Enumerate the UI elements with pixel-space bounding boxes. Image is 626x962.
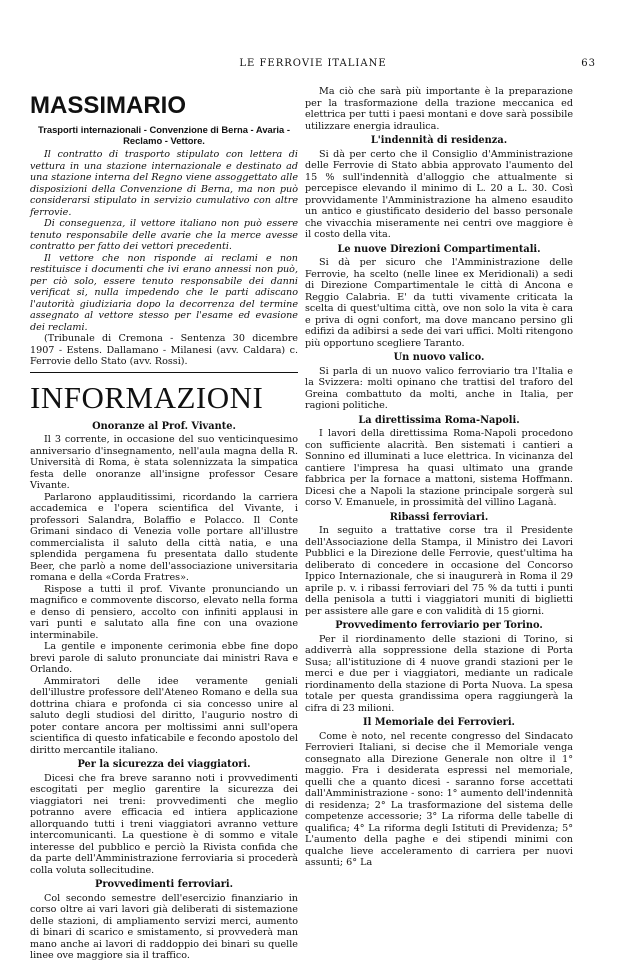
paragraph: Si dà per certo che il Consiglio d'Amministrazione delle Ferrovie di Stato abbia approvato l'aumento del 15 % sull'indennità d'alloggio che attualmente si percepisce elevando il minimo di L. 20 a L. 30. Così provvidamente l'Amministrazione ha almeno esaudito un antico e giustificato desiderio del basso personale che vivacchia miseramente nei centri ove maggiore è il costo della vita. (305, 148, 573, 240)
right-column (305, 86, 573, 869)
paragraph: Rispose a tutti il prof. Vivante pronunciando un magnifico e commovente discorso, elevato nella forma e denso di pensiero, accolto con infiniti applausi in vari punti e salutato alla fine con una ovazione interminabile. (30, 583, 298, 641)
massimario-heading: Trasporti internazionali - Convenzione di Berna - Avaria - Reclamo - Vettore. (38, 124, 290, 146)
section-heading: Un nuovo valico. (393, 352, 485, 363)
divider (30, 372, 298, 373)
paragraph: La gentile e imponente cerimonia ebbe fine dopo brevi parole di saluto pronunciate dai ministri Rava e Orlando. (30, 641, 298, 675)
section-heading: Le nuove Direzioni Compartimentali. (337, 243, 541, 255)
informazioni-title: INFORMAZIONI (30, 379, 264, 415)
section-heading: Provvedimenti ferroviari. (95, 879, 233, 890)
paragraph: I lavori della direttissima Roma-Napoli procedono con sufficiente alacrità. Ben sistemati i cantieri a Sonnino ed illuminati a luce elettrica. In vicinanza del cantiere l'impresa ha quasi ultimato una grande fabbrica per la fornace a mattoni, sistema Hoffmann. Dicesi che a Napoli la stazione principale sorgerà sul corso V. Emanuele, in prossimità del villino Laganà. (305, 428, 573, 508)
massimario-title: MASSIMARIO (30, 92, 186, 119)
massimario-paragraph: Il contratto di trasporto stipulato con lettera di vettura in una stazione internazionale e destinato ad una stazione interna del Regno viene assoggettato alle disposizioni della Convenzione di Berna, ma non può considerarsi stipulato in servizio cumulativo con altre ferrovie. (30, 149, 298, 218)
paragraph: Il 3 corrente, in occasione del suo venticinquesimo anniversario d'insegnamento, nell'aula magna della R. Università di Roma, è stata solennizzata la simpatica festa delle onoranze all'insigne professor Cesare Vivante. (30, 434, 298, 491)
section-heading: L'indennità di residenza. (370, 135, 508, 146)
paragraph: Parlarono applauditissimi, ricordando la carriera accademica e l'opera scientifica del Vivante, i professori Salandra, Bolaffio e Polacco. Il Conte Grimani sindaco di Venezia volle portare all'illustre commercialista il saluto della città natia, e una splendida pergamena fu presentata dallo studente Beer, che parlò a nome dell'associazione universitaria romana e della «Corda Fratres». (30, 491, 298, 583)
paragraph: Si parla di un nuovo valico ferroviario tra l'Italia e la Svizzera: molti opinano che trattisi del traforo del Greina combattuto da molti, anche in Italia, per ragioni politiche. (305, 365, 573, 411)
journal-title: LE FERROVIE ITALIANE (239, 58, 387, 69)
paragraph: Per il riordinamento delle stazioni di Torino, si addiverrà alla soppressione della stazione di Porta Susa; all'istituzione di 4 nuove grandi stazioni per le merci e due per i viaggiatori, mediante un radicale riordinamento della stazione di Porta Nuova. La spesa totale per questa grandissima opera raggiungerà la cifra di 23 milioni. (305, 633, 573, 714)
section-heading: Onoranze al Prof. Vivante. (92, 420, 236, 432)
paragraph: Ma ciò che sarà più importante è la preparazione per la trasformazione della trazione meccanica ed elettrica per tutti i paesi montani e dove sarà possibile utilizzare energia idraulica. (305, 86, 573, 132)
paragraph: Dicesi che fra breve saranno noti i provvedimenti escogitati per meglio garentire la sicurezza dei viaggiatori nei treni: provvedimenti che meglio potranno avere efficacia ed intiera applicazione allorquando tutti i treni viaggiatori avranno vetture intercomunicanti. La questione è di sommo e vitale interesse del pubblico e perciò la Rivista confida che da parte dell'Amministrazione ferroviaria si procederà colla voluta sollecitudine. (30, 772, 298, 876)
massimario-citation: (Tribunale di Cremona - Sentenza 30 dicembre 1907 - Estens. Dallamano - Milanesi (avv. Caldara) c. Ferrovie dello Stato (avv. Rossi). (30, 333, 298, 367)
massimario-paragraph: Di conseguenza, il vettore italiano non può essere tenuto responsabile delle avarie che la merce avesse contratto per fatto dei vettori precedenti. (30, 218, 298, 252)
paragraph: Col secondo semestre dell'esercizio finanziario in corso oltre ai vari lavori già deliberati di sistemazione delle stazioni, di ampliamento servizi merci, aumento di binari di scarico e smistamento, si provvederà man mano anche ai lavori di raddoppio dei binari su quelle linee ove maggiore sia il traffico. (30, 892, 298, 961)
paragraph: Ammiratori delle idee veramente geniali dell'illustre professore dell'Ateneo Romano e della sua dottrina chiara e profonda ci sia concesso unire al saluto degli studiosi del diritto, l'augurio nostro di poter contare ancora per moltissimi anni sull'opera scientifica di questo infaticabile e fecondo apostolo del diritto mercantile italiano. (30, 675, 298, 756)
section-heading: Il Memoriale dei Ferrovieri. (363, 717, 515, 728)
paragraph: Come è noto, nel recente congresso del Sindacato Ferrovieri Italiani, si decise che il Memoriale venga consegnato alla Direzione Generale non oltre il 1° maggio. Fra i desiderata espressi nel memoriale, quelli che a quanto dicesi - saranno forse accettati dall'Amministrazione - sono: 1° aumento dell'indennità di residenza; 2° La trasformazione del sistema delle competenze accessorie; 3° La riforma delle tabelle di qualifica; 4° La riforma degli Istituti di Previdenza; 5° L'aumento della paghe e dei stipendi minimi con qualche lieve acceleramento di carriera per nuovi assunti; 6° La (305, 730, 573, 868)
section-heading: Provvedimento ferroviario per Torino. (335, 620, 543, 631)
massimario-paragraph: Il vettore che non risponde ai reclami e non restituisce i documenti che ivi erano annessi non può, per ciò solo, essere tenuto responsabile dei danni verificat si, nulla impedendo che le parti adiscano l'autorità giudiziaria dopo la decorrenza del termine assegnato al vettore stesso per l'esame ed evasione dei reclami. (30, 252, 298, 333)
section-heading: Ribassi ferroviari. (389, 511, 489, 523)
paragraph: Si dà per sicuro che l'Amministrazione delle Ferrovie, ha scelto (nelle linee ex Meridionali) a sedi di Direzione Compartimentale le città di Ancona e Reggio Calabria. E' da tutti vivamente criticata la scelta di quest'ultima città, ove non solo la vita è cara e priva di ogni confort, ma dove mancano persino gli edifizi da adibirsi a sede dei vari uffici. Molti ritengono più opportuno scegliere Taranto. (305, 257, 573, 349)
page-number: 63 (581, 58, 596, 69)
left-column (30, 86, 298, 962)
section-heading: Per la sicurezza dei viaggiatori. (77, 759, 251, 770)
section-heading: La direttissima Roma-Napoli. (358, 414, 520, 426)
paragraph: In seguito a trattative corse tra il Presidente dell'Associazione della Stampa, il Ministro dei Lavori Pubblici e la Direzione delle Ferrovie, quest'ultima ha deliberato di concedere in occasione del Concorso Ippico Internazionale, che si inaugurerà in Roma il 29 aprile p. v. i ribassi ferroviari del 75 % da tutti i punti della penisola a tutti i viaggiatori muniti di biglietti per assistere alle gare e con validità di 15 giorni. (305, 525, 573, 617)
running-header (30, 58, 596, 74)
